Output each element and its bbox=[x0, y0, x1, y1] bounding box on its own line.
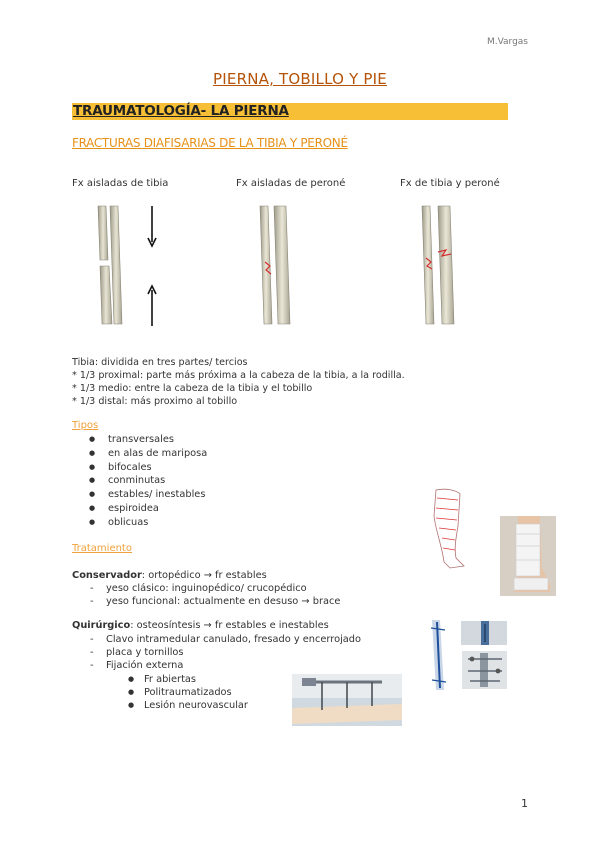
plate-screws-xray bbox=[461, 621, 507, 645]
conservador-text: : ortopédico → fr estables bbox=[141, 570, 267, 581]
list-item: - yeso funcional: actualmente en desuso → brace bbox=[88, 595, 340, 608]
intramedullary-nail-xray bbox=[428, 620, 450, 690]
list-item: - placa y tornillos bbox=[88, 646, 361, 659]
list-item: ● oblicuas bbox=[86, 516, 207, 530]
figure-label-perone: Fx aisladas de peroné bbox=[236, 178, 346, 189]
conservador-list bbox=[88, 582, 340, 608]
list-item: ● conminutas bbox=[86, 474, 207, 488]
figure-label-both: Fx de tibia y peroné bbox=[400, 178, 500, 189]
list-item: ● Fr abiertas bbox=[126, 673, 248, 686]
tibia-proximal: * 1/3 proximal: parte más próxima a la cabeza de la tibia, a la rodilla. bbox=[72, 370, 405, 381]
quirurgico-line bbox=[72, 620, 329, 633]
list-item: ● bifocales bbox=[86, 461, 207, 475]
section-heading-bar bbox=[72, 103, 508, 120]
list-item: - Fijación externa bbox=[88, 659, 361, 672]
quirurgico-label: Quirúrgico bbox=[72, 620, 131, 631]
conservador-line bbox=[72, 570, 267, 583]
perone-fracture-illustration bbox=[256, 200, 306, 330]
list-item: ● espiroidea bbox=[86, 502, 207, 516]
fijacion-externa-list bbox=[126, 673, 248, 712]
leg-external-fixation-photo bbox=[292, 674, 402, 726]
list-item: - yeso clásico: inguinopédico/ crucopédico bbox=[88, 582, 340, 595]
list-item: ● en alas de mariposa bbox=[86, 447, 207, 461]
page-title: PIERNA, TOBILLO Y PIE bbox=[213, 70, 387, 88]
section-heading: TRAUMATOLOGÍA- LA PIERNA bbox=[73, 103, 289, 119]
author-name: M.Vargas bbox=[486, 37, 528, 47]
list-item: ● estables/ inestables bbox=[86, 488, 207, 502]
list-item: ● Politraumatizados bbox=[126, 686, 248, 699]
tibia-medio: * 1/3 medio: entre la cabeza de la tibia y el tobillo bbox=[72, 383, 313, 394]
conservador-label: Conservador bbox=[72, 570, 142, 581]
external-fixator-photo bbox=[462, 651, 507, 689]
tibia-perone-fracture-illustration bbox=[418, 200, 468, 330]
quirurgico-list bbox=[88, 633, 361, 673]
leg-cast-sketch-image bbox=[428, 486, 476, 572]
tipos-heading: Tipos bbox=[72, 420, 99, 431]
page-number: 1 bbox=[521, 797, 528, 810]
list-item: ● Lesión neurovascular bbox=[126, 699, 248, 712]
list-item: - Clavo intramedular canulado, fresado y encerrojado bbox=[88, 633, 361, 646]
tratamiento-heading: Tratamiento bbox=[72, 543, 132, 554]
figure-label-tibia: Fx aisladas de tibia bbox=[72, 178, 169, 189]
subsection-heading: FRACTURAS DIAFISARIAS DE LA TIBIA Y PERONÉ bbox=[72, 136, 348, 150]
tibia-fracture-illustration bbox=[90, 200, 170, 330]
list-item: ● transversales bbox=[86, 433, 207, 447]
tipos-list bbox=[86, 433, 207, 530]
functional-brace-photo bbox=[500, 516, 556, 596]
tibia-distal: * 1/3 distal: más proximo al tobillo bbox=[72, 396, 238, 407]
quirurgico-text: : osteosíntesis → fr estables e inestables bbox=[130, 620, 329, 631]
tibia-definition: Tibia: dividida en tres partes/ tercios bbox=[72, 357, 248, 368]
